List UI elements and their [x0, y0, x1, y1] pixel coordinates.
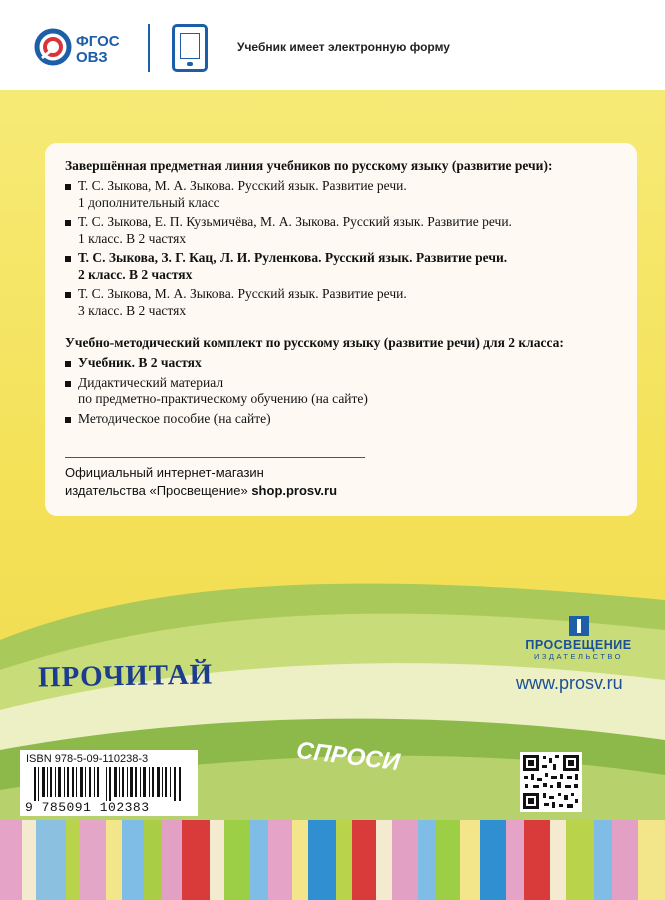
tablet-screen — [180, 33, 200, 59]
series-item: Т. С. Зыкова, Е. П. Кузьмичёва, М. А. Зыкова. Русский язык. Развитие речи. 1 класс. В 2 частях — [65, 214, 625, 247]
shop-line-1: Официальный интернет-магазин — [65, 465, 264, 480]
series-heading: Завершённая предметная линия учебников по русскому языку (развитие речи): — [65, 158, 553, 173]
info-panel — [45, 143, 637, 516]
shop-link[interactable]: shop.prosv.ru — [251, 483, 338, 498]
barcode-bars — [34, 767, 184, 801]
fgos-label — [76, 34, 120, 66]
header-divider — [148, 24, 150, 72]
qr-code-icon[interactable] — [520, 752, 582, 812]
series-item: Т. С. Зыкова, М. А. Зыкова. Русский язык. Развитие речи. 1 дополнительный класс — [65, 178, 625, 211]
publisher-name: ПРОСВЕЩЕНИЕ — [525, 638, 632, 652]
top-banner — [0, 0, 665, 90]
tablet-icon — [172, 24, 208, 72]
isbn-barcode — [20, 750, 198, 816]
prochitai-word: ПРОЧИТАЙ — [37, 658, 214, 694]
shop-line-2: издательства «Просвещение» shop.prosv.ru — [65, 483, 338, 498]
kit-item-manual: Методическое пособие (на сайте) — [65, 411, 625, 428]
publisher-subtitle: ИЗДАТЕЛЬСТВО — [533, 652, 623, 661]
barcode-digits: 9 785091 102383 — [25, 800, 150, 815]
kit-heading: Учебно-методический комплект по русскому языку (развитие речи) для 2 класса: — [65, 335, 564, 350]
isbn-number: ISBN 978-5-09-110238-3 — [26, 753, 149, 765]
kit-item-didactic: Дидактический материал по предметно-практическому обучению (на сайте) — [65, 375, 625, 408]
series-item: Т. С. Зыкова, М. А. Зыкова. Русский язык. Развитие речи. 3 класс. В 2 частях — [65, 286, 625, 319]
color-stripes — [0, 820, 665, 900]
shop-info — [65, 464, 337, 500]
series-item-current: Т. С. Зыкова, З. Г. Кац, Л. И. Руленкова. Русский язык. Развитие речи. 2 класс. В 2 частях — [65, 250, 625, 283]
tablet-button — [187, 62, 193, 66]
fgos-line-1: ФГОС — [76, 33, 120, 50]
electronic-form-note: Учебник имеет электронную форму — [237, 40, 450, 54]
fgos-line-2: ОВЗ — [76, 49, 108, 66]
publisher-mark-icon — [569, 616, 589, 636]
fgos-logo-icon — [34, 28, 72, 66]
publisher-site[interactable]: www.prosv.ru — [516, 673, 623, 693]
kit-item-textbook: Учебник. В 2 частях — [65, 355, 625, 372]
sprosi-word: СПРОСИ — [294, 736, 402, 777]
publisher-logo — [516, 616, 641, 661]
shop-divider — [65, 457, 365, 458]
